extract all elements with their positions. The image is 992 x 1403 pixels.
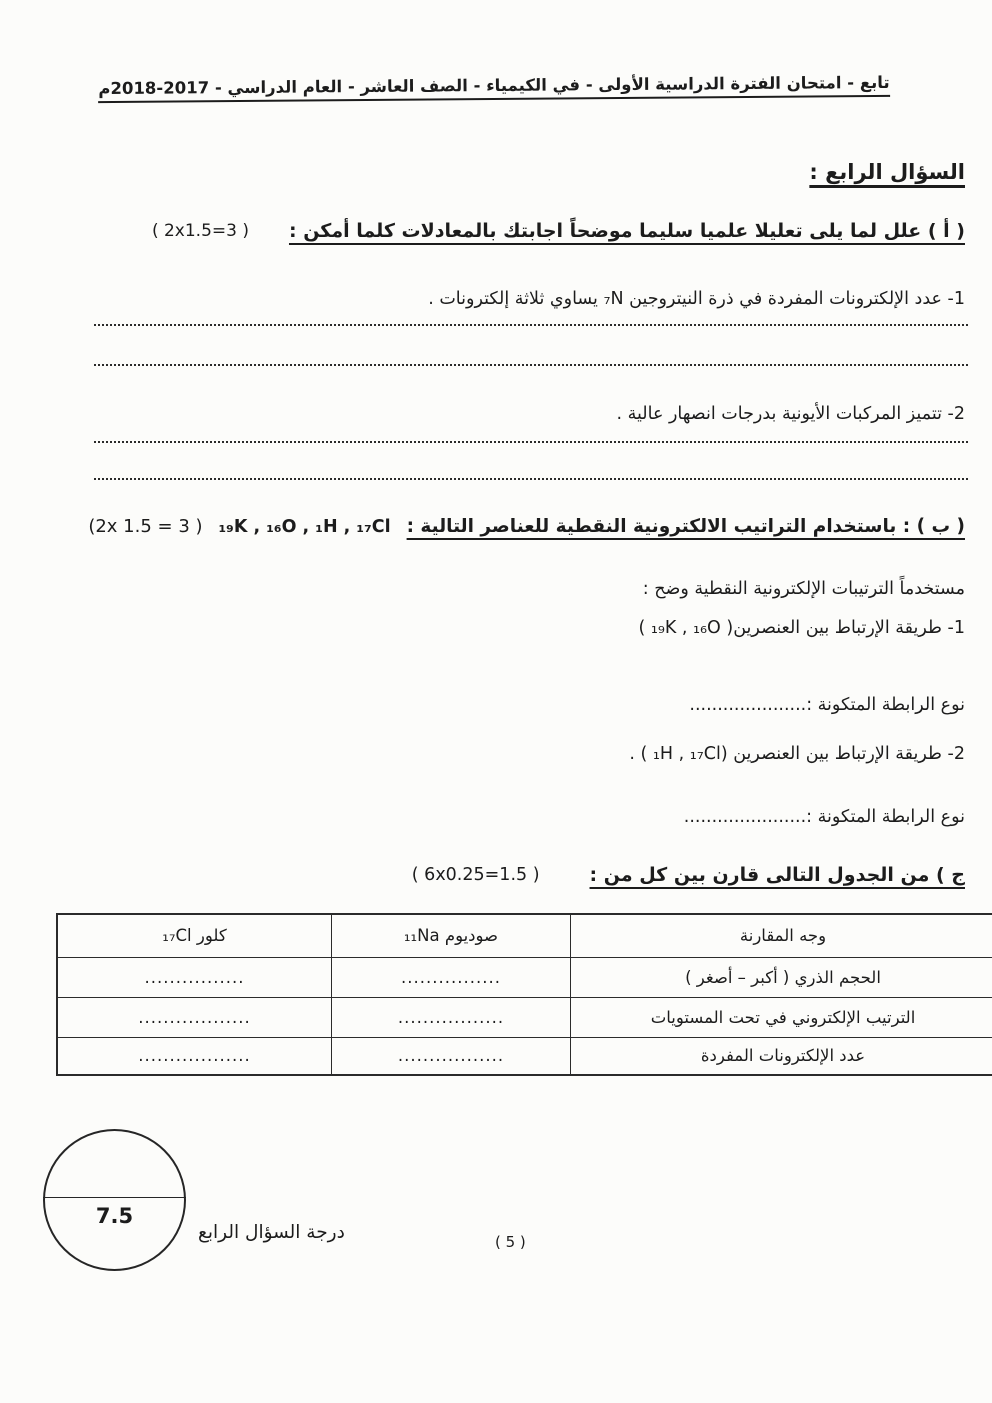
part-c-heading-row xyxy=(412,864,965,886)
page-header-line: تابع - امتحان الفترة الدراسية الأولى - في الكيمياء - الصف العاشر - العام الدراسي - 2017-2018م xyxy=(98,73,889,103)
table-header-chlorine: كلور ₁₇Cl xyxy=(57,914,332,957)
part-a-item-1: 1- عدد الإلكترونات المفردة في ذرة النيتروجين ₇N يساوي ثلاثة إلكترونات . xyxy=(428,289,965,309)
part-c-heading: ج ) من الجدول التالى قارن بين كل من : xyxy=(589,864,965,886)
table-cell-dots-cl: ................ xyxy=(57,957,332,997)
table-cell-dots-cl: .................. xyxy=(57,997,332,1037)
part-b-item-1: 1- طريقة الإرتباط بين العنصرين( ₁₉K , ₁₆O ) xyxy=(638,618,965,638)
part-a-score: ( 2x1.5=3 ) xyxy=(151,221,249,241)
score-label: درجة السؤال الرابع xyxy=(198,1222,345,1243)
part-b-heading: ( ب ) : باستخدام التراتيب الالكترونية النقطية للعناصر التالية : xyxy=(406,516,965,537)
table-row xyxy=(57,1037,992,1075)
table-header-row xyxy=(57,914,992,957)
table-header-aspect: وجه المقارنة xyxy=(571,914,992,957)
answer-dotted-line xyxy=(94,364,968,366)
comparison-table xyxy=(56,913,992,1076)
answer-dotted-line xyxy=(94,441,968,443)
part-a-heading-row xyxy=(152,220,965,242)
table-header-sodium: صوديوم ₁₁Na xyxy=(332,914,571,957)
part-b-bond-line-1: نوع الرابطة المتكونة :..................... xyxy=(689,695,965,715)
table-cell-label: الحجم الذري ( أكبر – أصغر ) xyxy=(571,957,992,997)
part-a-heading: ( أ ) علل لما يلى تعليلا علميا سليما موضحاً اجابتك بالمعادلات كلما أمكن : xyxy=(288,220,965,242)
part-b-score: (2x 1.5 = 3 ) xyxy=(88,516,203,537)
part-b-bond-line-2: نوع الرابطة المتكونة :...................... xyxy=(683,807,965,827)
part-b-intro: مستخدماً الترتيبات الإلكترونية النقطية وضح : xyxy=(642,579,965,599)
question-title: السؤال الرابع : xyxy=(809,160,965,184)
answer-dotted-line xyxy=(94,324,968,326)
answer-dotted-line xyxy=(94,478,968,480)
table-row xyxy=(57,957,992,997)
part-b-heading-row xyxy=(88,516,965,537)
table-cell-dots-cl: .................. xyxy=(57,1037,332,1075)
score-circle xyxy=(43,1129,186,1271)
table-row xyxy=(57,997,992,1037)
table-cell-dots-na: ................ xyxy=(332,957,571,997)
score-circle-divider xyxy=(43,1197,186,1198)
part-c-score: ( 6x0.25=1.5 ) xyxy=(411,865,540,885)
table-cell-dots-na: ................. xyxy=(332,997,571,1037)
table-cell-label: الترتيب الإلكتروني في تحت المستويات xyxy=(571,997,992,1037)
page-number: ( 5 ) xyxy=(495,1233,526,1251)
table-cell-dots-na: ................. xyxy=(332,1037,571,1075)
part-b-elements: ₁₉K , ₁₆O , ₁H , ₁₇Cl xyxy=(218,516,391,537)
part-b-item-2: 2- طريقة الإرتباط بين العنصرين (₁H , ₁₇Cl ) . xyxy=(629,744,965,764)
table-cell-label: عدد الإلكترونات المفردة xyxy=(571,1037,992,1075)
part-a-item-2: 2- تتميز المركبات الأيونية بدرجات انصهار عالية . xyxy=(616,404,965,424)
page-header xyxy=(60,73,928,99)
score-circle-value: 7.5 xyxy=(95,1204,134,1228)
